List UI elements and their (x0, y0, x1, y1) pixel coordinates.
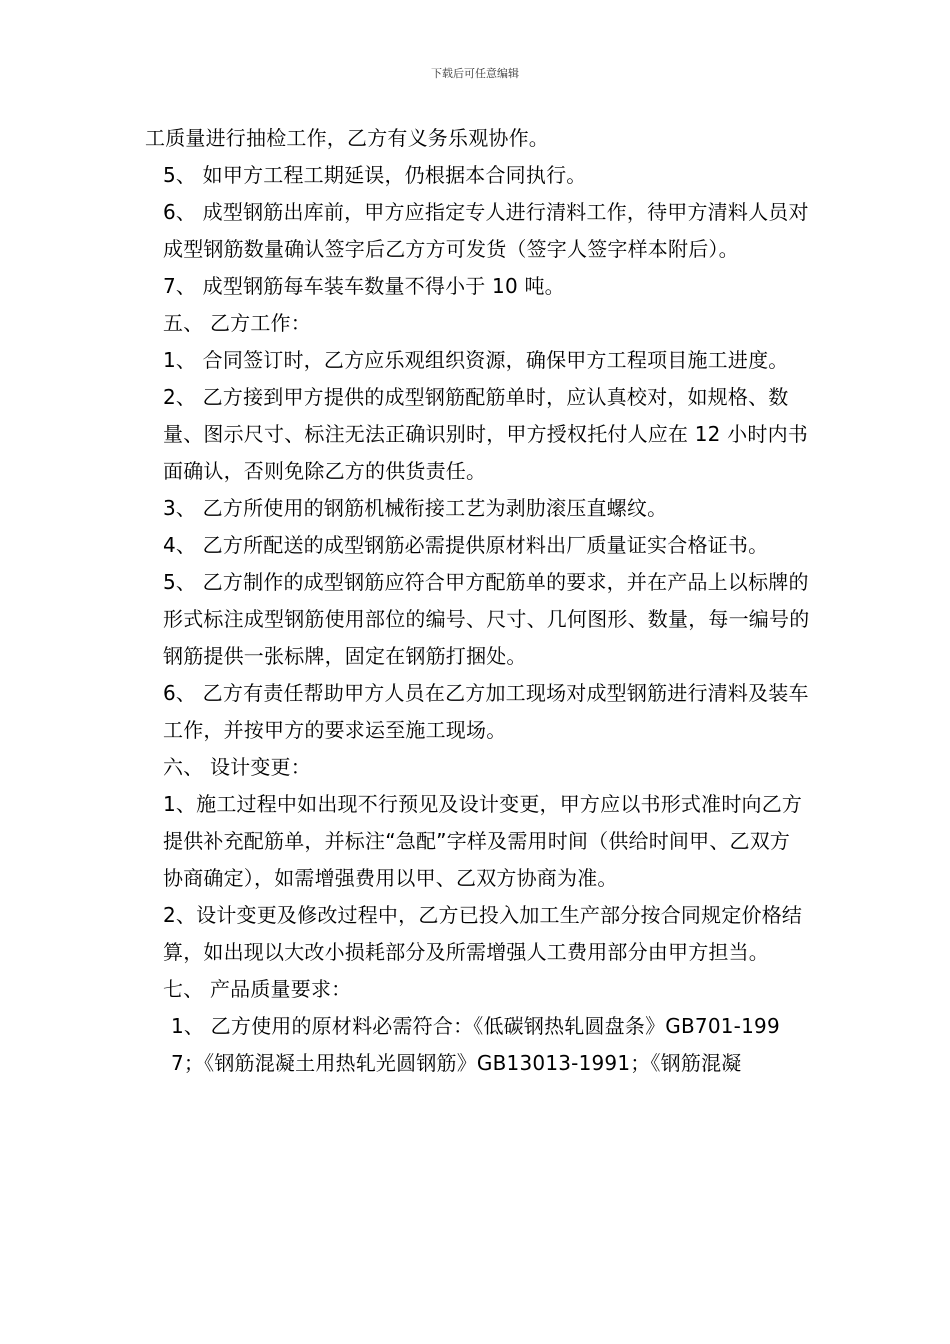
section-heading: 七、 产品质量要求： (163, 977, 352, 1001)
page-header: 下载后可任意编辑 (431, 67, 519, 80)
section-heading: 六、 设计变更： (163, 755, 311, 779)
paragraph: 1、 乙方使用的原材料必需符合：《低碳钢热轧圆盘条》GB701-1997；《钢筋混凝土用热轧光圆钢筋》GB13013-1991；《钢筋混凝 (171, 1014, 780, 1075)
paragraph: 1、 合同签订时，乙方应乐观组织资源，确保甲方工程项目施工进度。 (163, 348, 789, 372)
paragraph: 3、 乙方所使用的钢筋机械衔接工艺为剥肋滚压直螺纹。 (163, 496, 668, 520)
paragraph: 2、设计变更及修改过程中，乙方已投入加工生产部分按合同规定价格结算，如出现以大改小损耗部分及所需增强人工费用部分由甲方担当。 (163, 903, 803, 964)
paragraph: 7、 成型钢筋每车装车数量不得小于 10 吨。 (163, 274, 565, 298)
paragraph: 5、 如甲方工程工期延误，仍根据本合同执行。 (163, 163, 587, 187)
paragraph: 工质量进行抽检工作，乙方有义务乐观协作。 (145, 126, 549, 150)
paragraph: 1、施工过程中如出现不行预见及设计变更，甲方应以书形式准时向乙方提供补充配筋单，并标注“急配”字样及需用时间（供给时间甲、乙双方协商确定），如需增强费用以甲、乙双方协商为准。 (163, 792, 803, 890)
paragraph: 6、 乙方有责任帮助甲方人员在乙方加工现场对成型钢筋进行清料及装车工作，并按甲方的要求运至施工现场。 (163, 681, 809, 742)
document-body (145, 120, 810, 1082)
paragraph: 4、 乙方所配送的成型钢筋必需提供原材料出厂质量证实合格证书。 (163, 533, 769, 557)
paragraph: 5、 乙方制作的成型钢筋应符合甲方配筋单的要求，并在产品上以标牌的形式标注成型钢筋使用部位的编号、尺寸、几何图形、数量，每一编号的钢筋提供一张标牌，固定在钢筋打捆处。 (163, 570, 810, 668)
paragraph: 2、 乙方接到甲方提供的成型钢筋配筋单时，应认真校对，如规格、数量、图示尺寸、标注无法正确识别时，甲方授权托付人应在 12 小时内书面确认，否则免除乙方的供货责任。 (163, 385, 808, 483)
paragraph: 6、 成型钢筋出库前，甲方应指定专人进行清料工作，待甲方清料人员对成型钢筋数量确认签字后乙方方可发货（签字人签字样本附后）。 (163, 200, 809, 261)
section-heading: 五、 乙方工作： (163, 311, 311, 335)
